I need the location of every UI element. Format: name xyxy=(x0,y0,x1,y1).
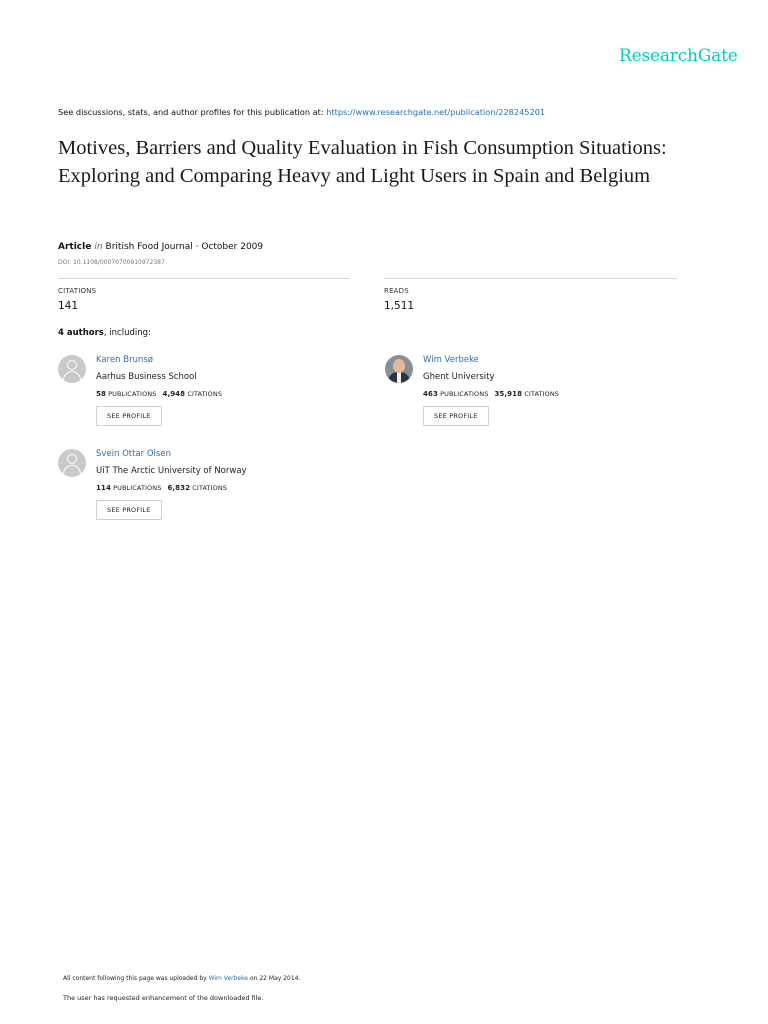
avatar-placeholder-icon[interactable] xyxy=(58,449,86,477)
author-institution: UiT The Arctic University of Norway xyxy=(96,466,247,476)
author-card xyxy=(58,449,358,529)
see-profile-button[interactable]: SEE PROFILE xyxy=(96,406,162,426)
authors-heading xyxy=(58,328,151,338)
discussion-text: See discussions, stats, and author profiles for this publication at: xyxy=(58,107,327,117)
see-profile-button[interactable]: SEE PROFILE xyxy=(96,500,162,520)
publication-url-link[interactable]: https://www.researchgate.net/publication/228245201 xyxy=(326,107,546,117)
discussion-line xyxy=(58,107,545,117)
publications-count: 114 xyxy=(96,484,111,492)
publication-type: Article xyxy=(58,242,92,252)
publications-count: 58 xyxy=(96,390,106,398)
reads-count: 1,511 xyxy=(384,300,415,312)
author-citations-count: 4,948 xyxy=(162,390,186,398)
author-photo[interactable] xyxy=(385,355,413,383)
author-name-link[interactable]: Karen Brunsø xyxy=(96,355,153,365)
author-stats xyxy=(96,484,227,492)
enhancement-notice: The user has requested enhancement of the downloaded file. xyxy=(63,994,264,1002)
publications-label: PUBLICATIONS xyxy=(108,390,157,398)
upload-suffix: on 22 May 2014. xyxy=(248,975,301,982)
author-citations-count: 6,832 xyxy=(167,484,191,492)
researchgate-logo[interactable]: ResearchGate xyxy=(619,46,738,66)
author-card xyxy=(385,355,685,435)
author-stats xyxy=(423,390,559,398)
author-stats xyxy=(96,390,222,398)
citations-divider xyxy=(58,278,350,279)
reads-label: READS xyxy=(384,287,409,295)
upload-notice xyxy=(63,975,300,982)
in-word: in xyxy=(94,242,103,252)
publications-label: PUBLICATIONS xyxy=(113,484,162,492)
author-institution: Ghent University xyxy=(423,372,495,382)
author-citations-label: CITATIONS xyxy=(187,390,223,398)
authors-suffix: , including: xyxy=(103,328,151,338)
publication-venue[interactable]: British Food Journal · October 2009 xyxy=(105,242,264,252)
citations-label: CITATIONS xyxy=(58,287,97,295)
reads-divider xyxy=(384,278,677,279)
authors-count: 4 authors xyxy=(58,328,104,338)
author-institution: Aarhus Business School xyxy=(96,372,197,382)
avatar-placeholder-icon[interactable] xyxy=(58,355,86,383)
upload-prefix: All content following this page was uploaded by xyxy=(63,975,209,982)
publication-doi: DOI: 10.1108/00070700910972387 xyxy=(58,259,165,266)
publication-meta xyxy=(58,242,263,252)
publications-count: 463 xyxy=(423,390,438,398)
publications-label: PUBLICATIONS xyxy=(440,390,489,398)
author-citations-label: CITATIONS xyxy=(524,390,560,398)
author-name-link[interactable]: Wim Verbeke xyxy=(423,355,479,365)
author-name-link[interactable]: Svein Ottar Olsen xyxy=(96,449,171,459)
see-profile-button[interactable]: SEE PROFILE xyxy=(423,406,489,426)
uploader-link[interactable]: Wim Verbeke xyxy=(208,975,249,982)
author-card xyxy=(58,355,358,435)
citations-count: 141 xyxy=(58,300,79,312)
author-citations-count: 35,918 xyxy=(494,390,523,398)
publication-title: Motives, Barriers and Quality Evaluation in Fish Consumption Situations: Exploring and Comparing Heavy and Light Users in Spain and Belgium xyxy=(58,137,667,187)
author-citations-label: CITATIONS xyxy=(192,484,228,492)
